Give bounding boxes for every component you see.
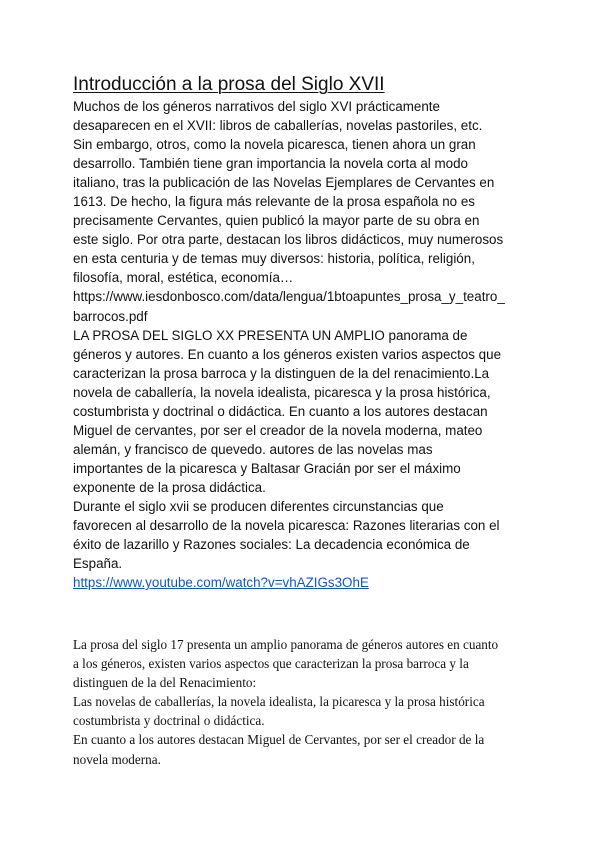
youtube-link-line	[73, 573, 533, 592]
paragraph-line: precisamente Cervantes, quien publicó la mayor parte de su obra en	[73, 213, 480, 229]
paragraph-line: italiano, tras la publicación de las Novelas Ejemplares de Cervantes en	[73, 175, 495, 191]
paragraph-line: España.	[73, 556, 123, 572]
serif-summary	[73, 635, 533, 769]
paragraph-line: LA PROSA DEL SIGLO XX PRESENTA UN AMPLIO panorama de	[73, 327, 468, 343]
paragraph-line: este siglo. Por otra parte, destacan los libros didácticos, muy numerosos	[73, 232, 504, 248]
paragraph-line: desaparecen en el XVII: libros de caballerías, novelas pastoriles, etc.	[73, 118, 483, 134]
paragraph-line: Muchos de los géneros narrativos del siglo XVI prácticamente	[73, 99, 440, 114]
paragraph-line: importantes de la picaresca y Baltasar Gracián por ser el máximo	[73, 460, 461, 476]
paragraph-line: costumbrista y doctrinal o didáctica. En cuanto a los autores destacan	[73, 403, 488, 419]
document-body	[73, 97, 533, 592]
paragraph-line: alemán, y francisco de quevedo. autores de las novelas mas	[73, 441, 433, 457]
paragraph-line: favorecen al desarrollo de la novela picaresca: Razones literarias con el	[73, 518, 500, 534]
document-title: Introducción a la prosa del Siglo XVII	[73, 74, 385, 95]
youtube-link[interactable]: https://www.youtube.com/watch?v=vhAZIGs3OhE	[73, 575, 369, 591]
paragraph-line: exponente de la prosa didáctica.	[73, 479, 266, 495]
paragraph-line: Sin embargo, otros, como la novela picaresca, tienen ahora un gran	[73, 137, 476, 153]
summary-line: En cuanto a los autores destacan Miguel de Cervantes, por ser el creador de la	[73, 732, 485, 748]
source-url-text: https://www.iesdonbosco.com/data/lengua/1btoapuntes_prosa_y_teatro_	[73, 289, 505, 305]
paragraph-line: Miguel de cervantes, por ser el creador de la novela moderna, mateo	[73, 422, 483, 438]
paragraph-line: géneros y autores. En cuanto a los géneros existen varios aspectos que	[73, 346, 502, 362]
paragraph-line: filosofía, moral, estética, economía…	[73, 270, 294, 286]
paragraph-line: Durante el siglo xvii se producen diferentes circunstancias que	[73, 498, 444, 514]
paragraph-line: 1613. De hecho, la figura más relevante de la prosa española no es	[73, 194, 475, 210]
source-url-text: barrocos.pdf	[73, 308, 148, 324]
summary-line: distinguen de la del Renacimiento:	[73, 675, 257, 691]
summary-line: La prosa del siglo 17 presenta un amplio panorama de géneros autores en cuanto	[73, 637, 499, 652]
summary-line: novela moderna.	[73, 751, 161, 767]
paragraph-line: en esta centuria y de temas muy diversos: historia, política, religión,	[73, 251, 475, 267]
summary-line: Las novelas de caballerías, la novela idealista, la picaresca y la prosa histórica	[73, 694, 485, 710]
paragraph-line: caracterizan la prosa barroca y la distinguen de la del renacimiento.La	[73, 365, 490, 381]
paragraph-line: desarrollo. También tiene gran importancia la novela corta al modo	[73, 156, 468, 172]
paragraph-line: éxito de lazarillo y Razones sociales: La decadencia económica de	[73, 537, 470, 553]
paragraph-line: novela de caballería, la novela idealista, picaresca y la prosa histórica,	[73, 384, 491, 400]
summary-line: costumbrista y doctrinal o didáctica.	[73, 713, 265, 729]
summary-line: a los géneros, existen varios aspectos que caracterizan la prosa barroca y la	[73, 656, 469, 672]
